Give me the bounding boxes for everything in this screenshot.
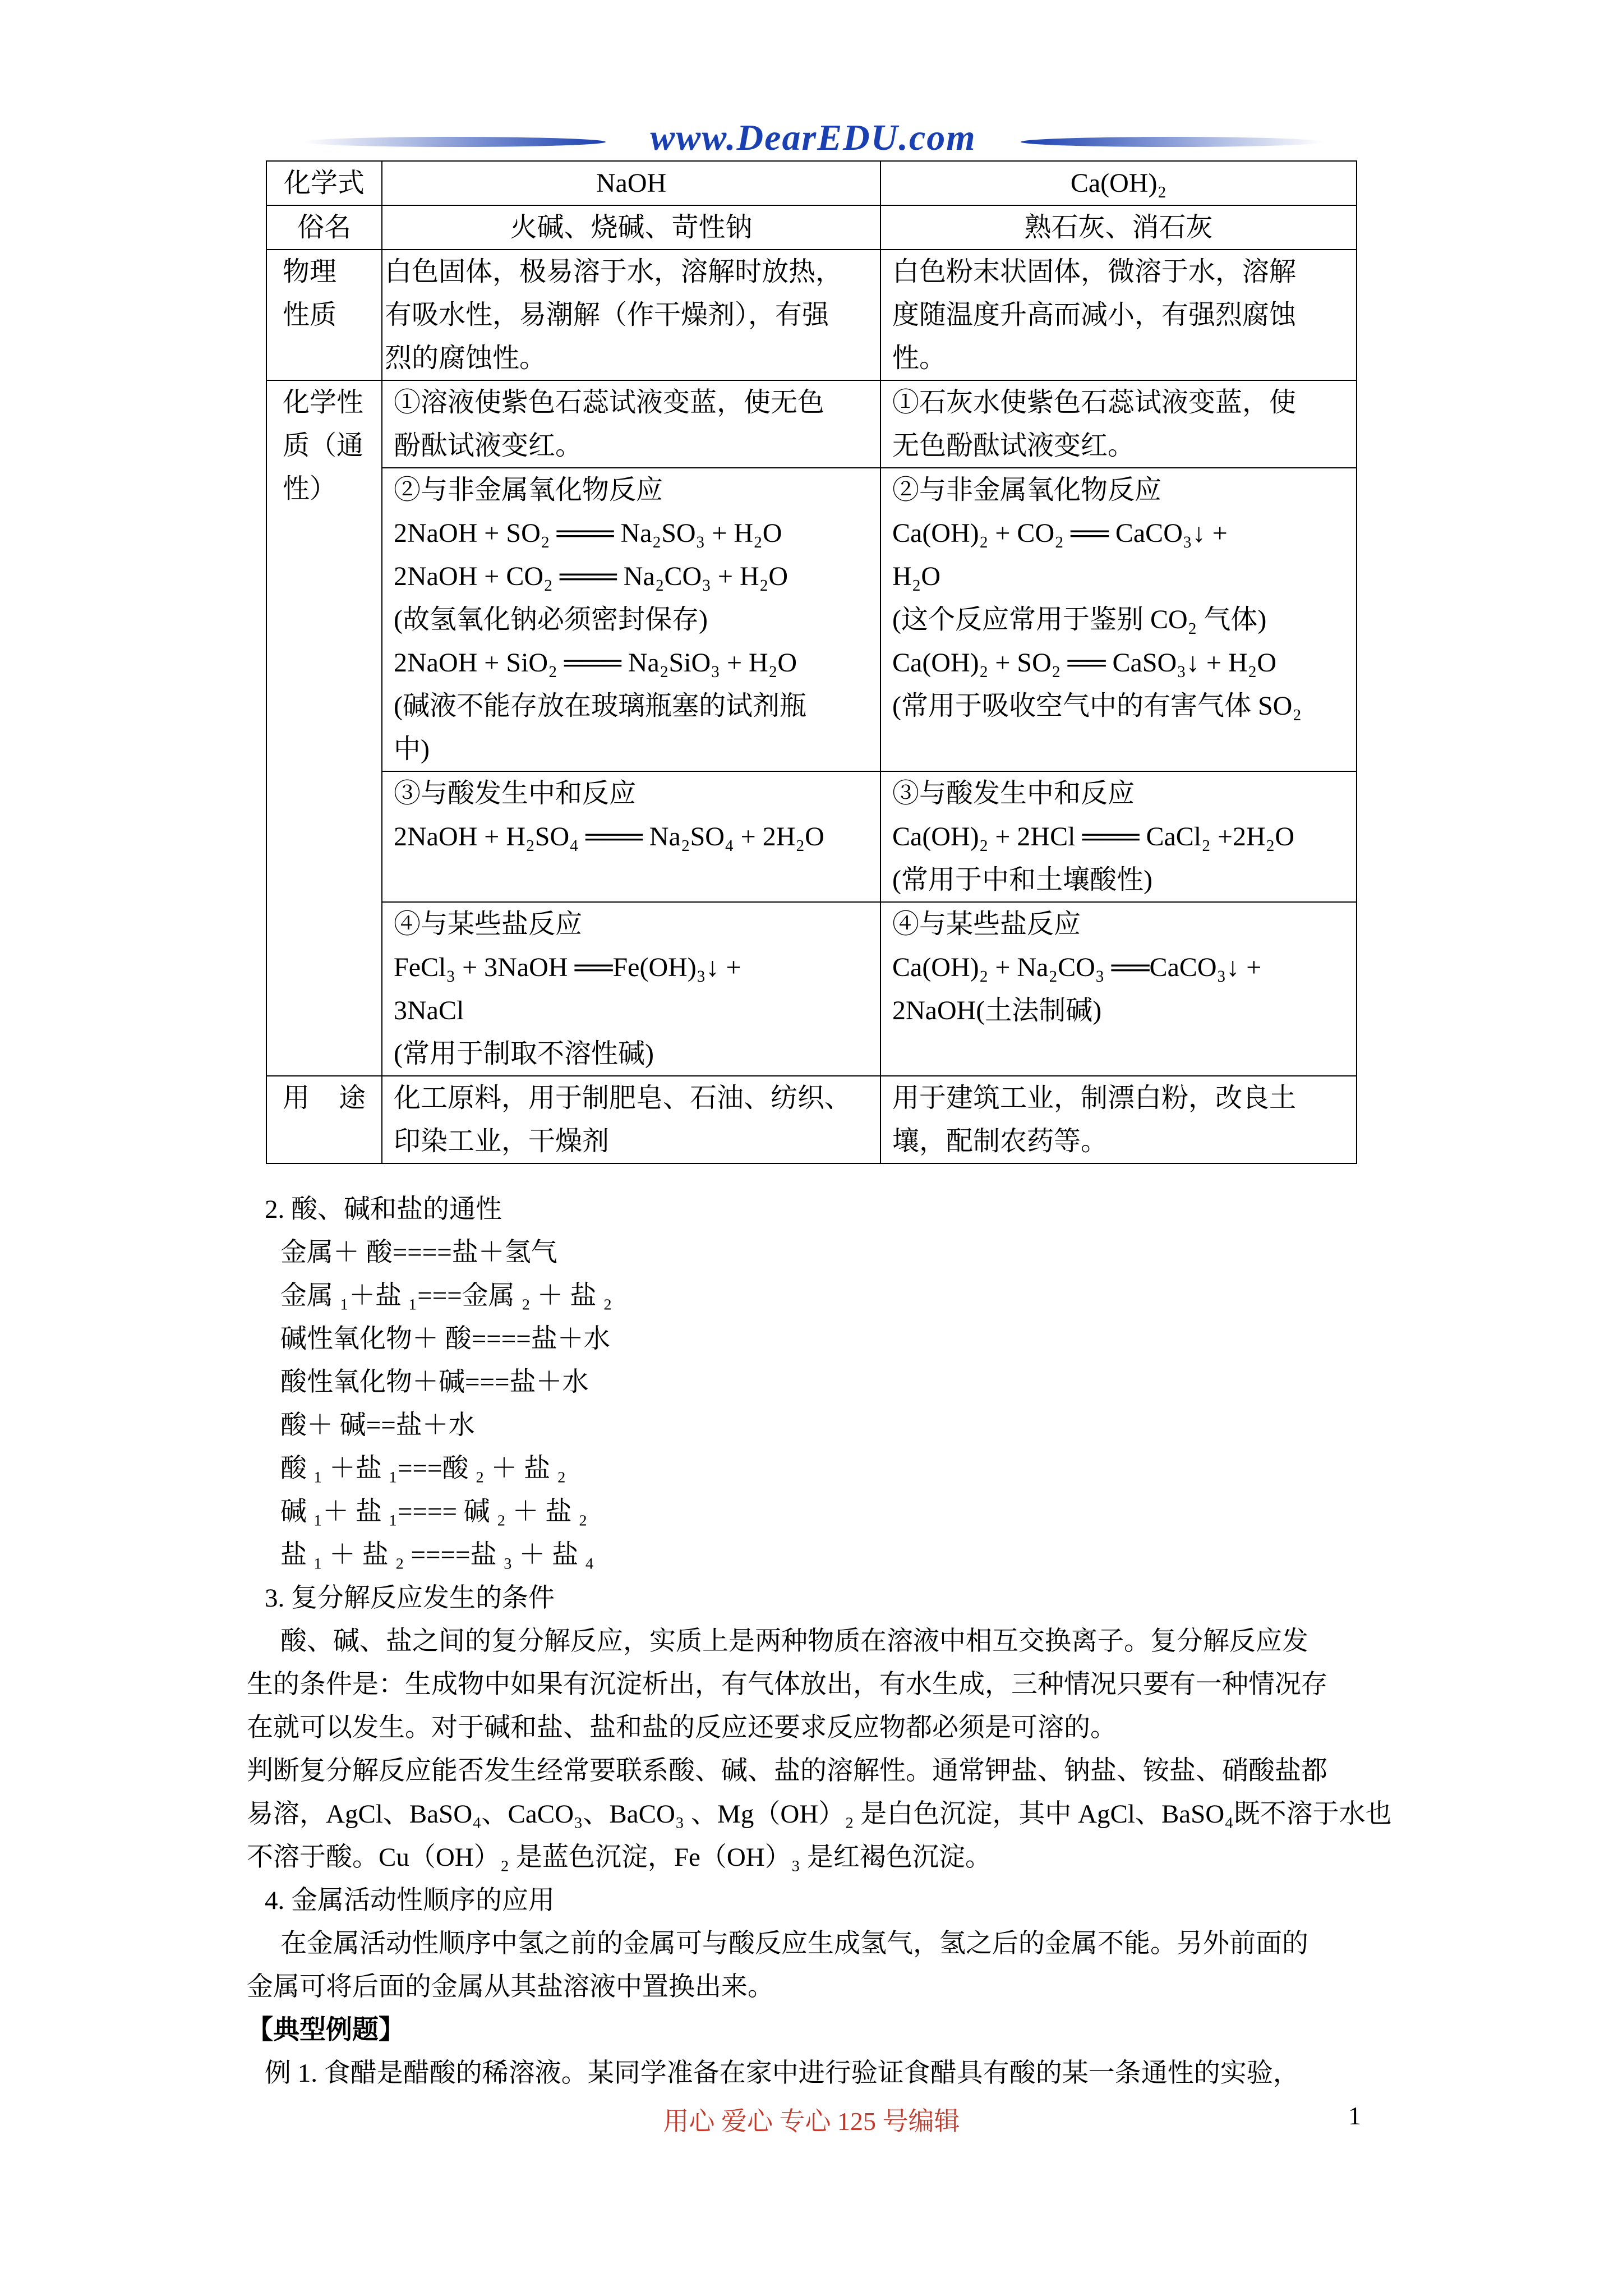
paragraph-line: 易溶，AgCl、BaSO₄、CaCO₃、BaCO₃ 、Mg（OH）₂ 是白色沉淀，其中 AgCl、BaSO₄既不溶于水也	[247, 1800, 1392, 1829]
caoh-physical: 白色粉末状固体，微溶于水，溶解 度随温度升高而减小，有强烈腐蚀 性。	[880, 250, 1357, 380]
section-4-heading: 4. 金属活动性顺序的应用	[265, 1886, 555, 1915]
caoh-common-name: 熟石灰、消石灰	[880, 205, 1357, 250]
paragraph-line: 在就可以发生。对于碱和盐、盐和盐的反应还要求反应物都必须是可溶的。	[247, 1713, 1117, 1742]
naoh-physical: 白色固体，极易溶于水，溶解时放热， 有吸水性，易潮解（作干燥剂），有强 烈的腐蚀性。	[382, 250, 880, 380]
common-name-row	[266, 205, 1357, 250]
section-2-heading: 2. 酸、碱和盐的通性	[265, 1195, 502, 1224]
chemical-row-3	[266, 771, 1357, 902]
naoh-salt-reaction: ④与某些盐反应 FeCl₃ + 3NaOH ══Fe(OH)₃↓ + 3NaCl (常用于制取不溶性碱)	[382, 902, 880, 1076]
paragraph-line: 酸、碱、盐之间的复分解反应，实质上是两种物质在溶液中相互交换离子。复分解反应发	[280, 1627, 1308, 1656]
site-banner	[303, 112, 1324, 163]
section-3-heading: 3. 复分解反应发生的条件	[265, 1584, 555, 1613]
common-name-label: 俗名	[266, 205, 382, 250]
chemical-label: 化学性 质（通 性）	[266, 380, 382, 1076]
general-reaction: 金属 ₁＋盐 ₁===金属 ₂ ＋ 盐 ₂	[280, 1281, 612, 1310]
chemical-row-1	[266, 380, 1357, 468]
paragraph-line: 金属可将后面的金属从其盐溶液中置换出来。	[247, 1972, 774, 2001]
chemical-row-4	[266, 902, 1357, 1076]
naoh-common-name: 火碱、烧碱、苛性钠	[382, 205, 880, 250]
table-header-row	[266, 161, 1357, 205]
caoh-neutralization: ③与酸发生中和反应 Ca(OH)₂ + 2HCl ═══ CaCl₂ +2H₂O (常用于中和土壤酸性)	[880, 771, 1357, 902]
general-reaction: 酸＋ 碱==盐＋水	[280, 1411, 475, 1440]
naoh-usage: 化工原料，用于制肥皂、石油、纺织、 印染工业，干燥剂	[382, 1076, 880, 1163]
usage-row	[266, 1076, 1357, 1163]
general-reaction: 酸性氧化物＋碱===盐＋水	[280, 1368, 589, 1397]
formula-label-cell: 化学式	[266, 161, 382, 205]
naoh-nonmetal-oxide: ②与非金属氧化物反应 2NaOH + SO₂ ═══ Na₂SO₃ + H₂O 2NaOH + CO₂ ═══ Na₂CO₃ + H₂O (故氢氧化钠必须密封保存) 2NaOH + SiO₂ ═══ Na₂SiO₃ + H₂O (碱液不能存放在玻璃瓶塞的试剂瓶 中)	[382, 468, 880, 771]
naoh-formula-cell: NaOH	[382, 161, 880, 205]
caoh-indicator: ①石灰水使紫色石蕊试液变蓝，使 无色酚酞试液变红。	[880, 380, 1357, 468]
caoh-nonmetal-oxide: ②与非金属氧化物反应 Ca(OH)₂ + CO₂ ══ CaCO₃↓ + H₂O (这个反应常用于鉴别 CO₂ 气体) Ca(OH)₂ + SO₂ ══ CaSO₃↓ + H₂O (常用于吸收空气中的有害气体 SO₂	[880, 468, 1357, 771]
naoh-neutralization: ③与酸发生中和反应 2NaOH + H₂SO₄ ═══ Na₂SO₄ + 2H₂O	[382, 771, 880, 902]
general-reaction: 盐 ₁ ＋ 盐 ₂ ====盐 ₃ ＋ 盐 ₄	[280, 1540, 594, 1570]
page-number: 1	[1348, 2101, 1361, 2130]
body-text	[247, 1188, 1424, 2095]
usage-label: 用 途	[266, 1076, 382, 1163]
footer-text: 用心 爱心 专心 125 号编辑	[663, 2107, 960, 2136]
paragraph-line: 判断复分解反应能否发生经常要联系酸、碱、盐的溶解性。通常钾盐、钠盐、铵盐、硝酸盐都	[247, 1756, 1327, 1786]
base-properties-table	[266, 160, 1357, 1164]
paragraph-line: 生的条件是：生成物中如果有沉淀析出，有气体放出，有水生成，三种情况只要有一种情况存	[247, 1670, 1327, 1699]
example-1: 例 1. 食醋是醋酸的稀溶液。某同学准备在家中进行验证食醋具有酸的某一条通性的实验，	[265, 2059, 1299, 2088]
chemical-row-2	[266, 468, 1357, 771]
general-reaction: 金属＋ 酸====盐＋氢气	[280, 1238, 557, 1267]
naoh-indicator: ①溶液使紫色石蕊试液变蓝，使无色 酚酞试液变红。	[382, 380, 880, 468]
general-reaction: 酸 ₁ ＋盐 ₁===酸 ₂ ＋ 盐 ₂	[280, 1454, 566, 1483]
caoh-usage: 用于建筑工业，制漂白粉，改良土 壤，配制农药等。	[880, 1076, 1357, 1163]
caoh-formula-cell: Ca(OH)₂	[880, 161, 1357, 205]
general-reaction: 碱性氧化物＋ 酸====盐＋水	[280, 1324, 610, 1354]
site-logo-text: www.DearEDU.com	[650, 117, 976, 158]
physical-label: 物理 性质	[266, 250, 382, 380]
paragraph-line: 在金属活动性顺序中氢之前的金属可与酸反应生成氢气，氢之后的金属不能。另外前面的	[280, 1929, 1308, 1958]
examples-heading: 【典型例题】	[247, 2016, 405, 2045]
paragraph-line: 不溶于酸。Cu（OH）₂ 是蓝色沉淀，Fe（OH）₃ 是红褐色沉淀。	[247, 1843, 992, 1872]
general-reaction: 碱 ₁＋ 盐 ₁==== 碱 ₂ ＋ 盐 ₂	[280, 1497, 588, 1526]
caoh-salt-reaction: ④与某些盐反应 Ca(OH)₂ + Na₂CO₃ ══CaCO₃↓ + 2NaOH(土法制碱)	[880, 902, 1357, 1076]
physical-properties-row	[266, 250, 1357, 380]
